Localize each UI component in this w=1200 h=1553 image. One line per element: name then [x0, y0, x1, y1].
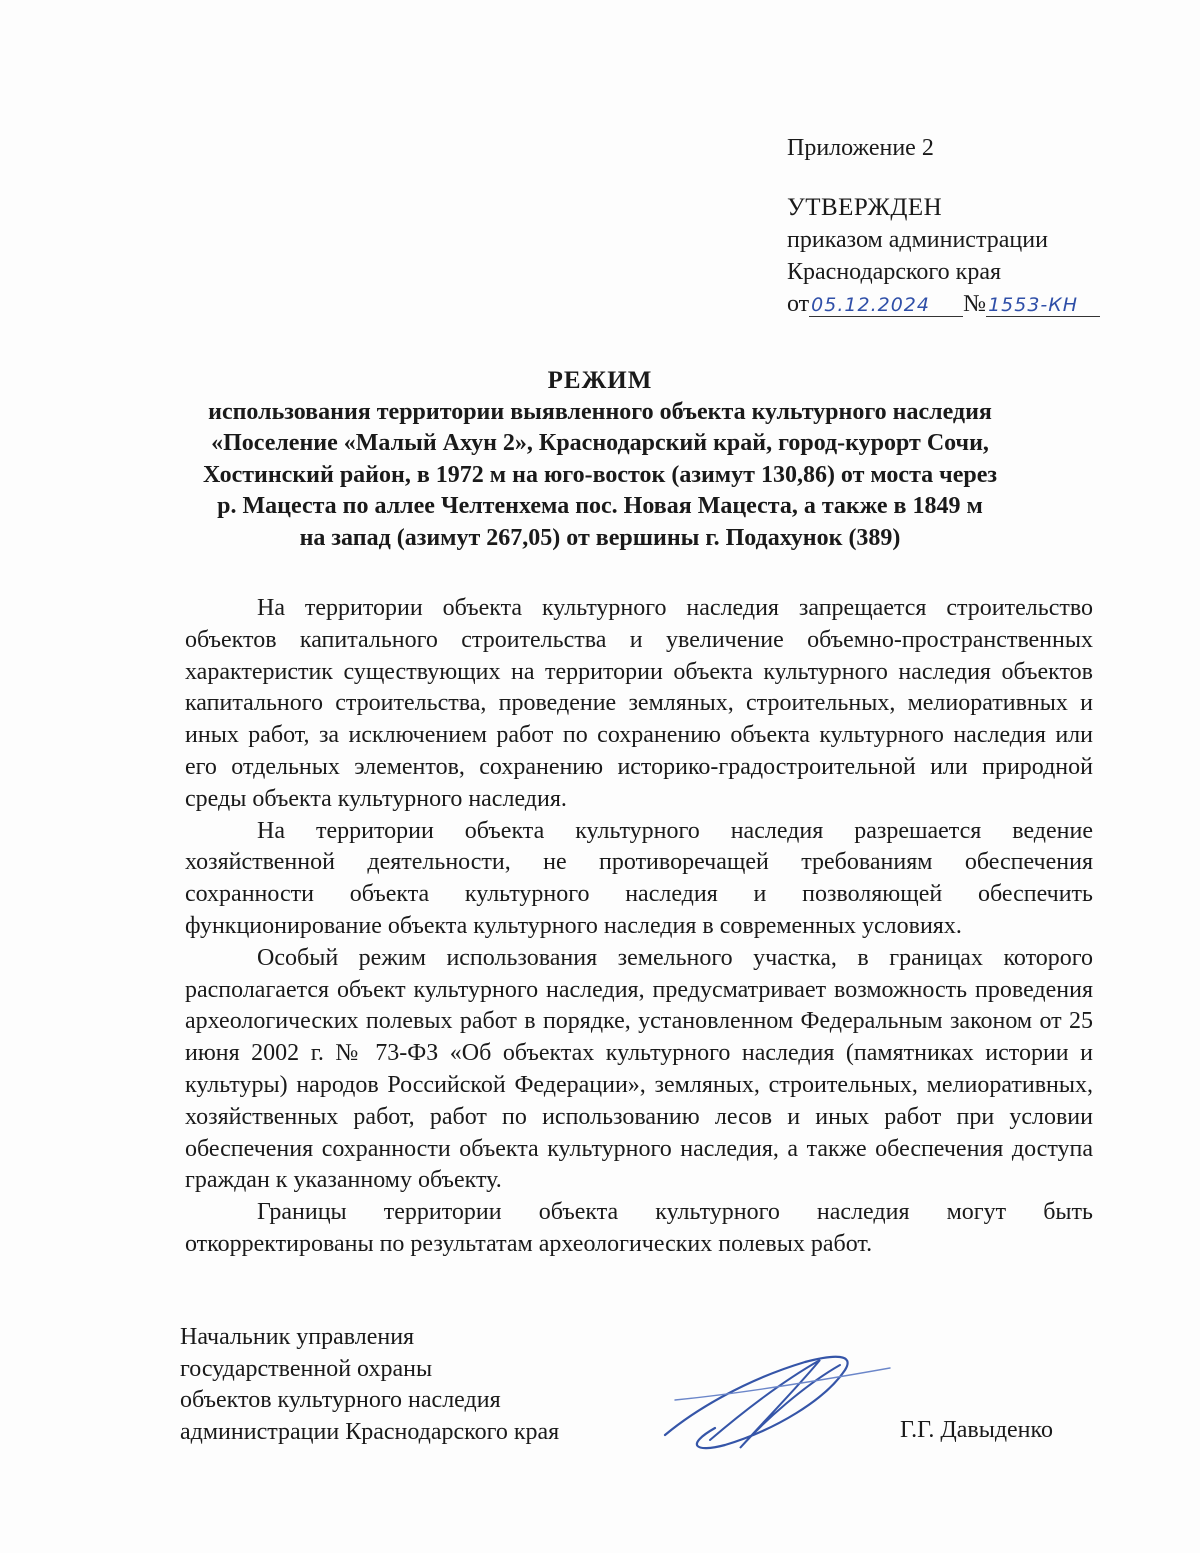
position-line: администрации Краснодарского края [180, 1418, 560, 1445]
title-line: использования территории выявленного объекта культурного наследия [208, 398, 992, 425]
paragraph: На территории объекта культурного наследия разрешается ведение хозяйственной деятельности, не противоречащей требованиям обеспечения сохранности объекта культурного наследия и позволяющей обеспечить функционирование объекта культурного наследия в современных условиях. [185, 817, 1093, 939]
paragraph: Особый режим использования земельного участка, в границах которого располагается объект культурного наследия, предусматривает возможность проведения археологических полевых работ в порядке, установленном Федеральным законом от 25 июня 2002 г. № 73-ФЗ «Об объектах культурного наследия (памятниках истории и культуры) народов Российской Федерации», земляных, строительных, мелиоративных, хозяйственных работ, работ по использованию лесов и иных работ при условии обеспечения сохранности объекта культурного наследия, а также обеспечения доступа граждан к указанному объекту. [185, 944, 1093, 1194]
title-line: р. Мацеста по аллее Челтенхема пос. Новая Мацеста, а также в 1849 м [217, 493, 983, 519]
position-line: государственной охраны [180, 1355, 433, 1382]
approved-stamp-text: УТВЕРЖДЕН [787, 194, 943, 221]
number-label: № [963, 291, 987, 317]
approval-header [787, 132, 1100, 320]
title-line: Хостинский район, в 1972 м на юго-восток (азимут 130,86) от моста через [202, 461, 997, 488]
position-line: объектов культурного наследия [180, 1387, 501, 1413]
document-title [150, 365, 1050, 554]
order-line [787, 288, 1100, 320]
approved-by-line-2: Краснодарского края [787, 259, 1002, 285]
from-label: от [787, 291, 810, 317]
appendix-label: Приложение 2 [787, 135, 934, 161]
document-body [185, 593, 1093, 1261]
position-line: Начальник управления [180, 1324, 415, 1350]
order-date-handwritten: 05.12.2024 [809, 294, 963, 317]
title-line: «Поселение «Малый Ахун 2», Краснодарский край, город-курорт Сочи, [211, 430, 989, 456]
paragraph: На территории объекта культурного наследия запрещается строительство объектов капитального строительства и увеличение объемно-пространственных характеристик существующих на территории объекта культурного наследия объектов капитального строительства, проведение земляных, строительных, мелиоративных и иных работ, за исключением работ по сохранению объекта культурного наследия или его отдельных элементов, сохранению историко-градостроительной или природной среды объекта культурного наследия. [185, 595, 1093, 812]
signer-position [180, 1322, 559, 1448]
title-line: на запад (азимут 267,05) от вершины г. Подахунок (389) [299, 524, 901, 551]
handwritten-signature [655, 1340, 895, 1460]
order-number-handwritten: 1553-КН [986, 294, 1100, 317]
title-main: РЕЖИМ [547, 367, 653, 394]
paragraph: Границы территории объекта культурного наследия могут быть откорректированы по результатам археологических полевых работ. [185, 1199, 1093, 1257]
signer-name: Г.Г. Давыденко [900, 1417, 1053, 1443]
approved-by-line-1: приказом администрации [787, 227, 1048, 253]
